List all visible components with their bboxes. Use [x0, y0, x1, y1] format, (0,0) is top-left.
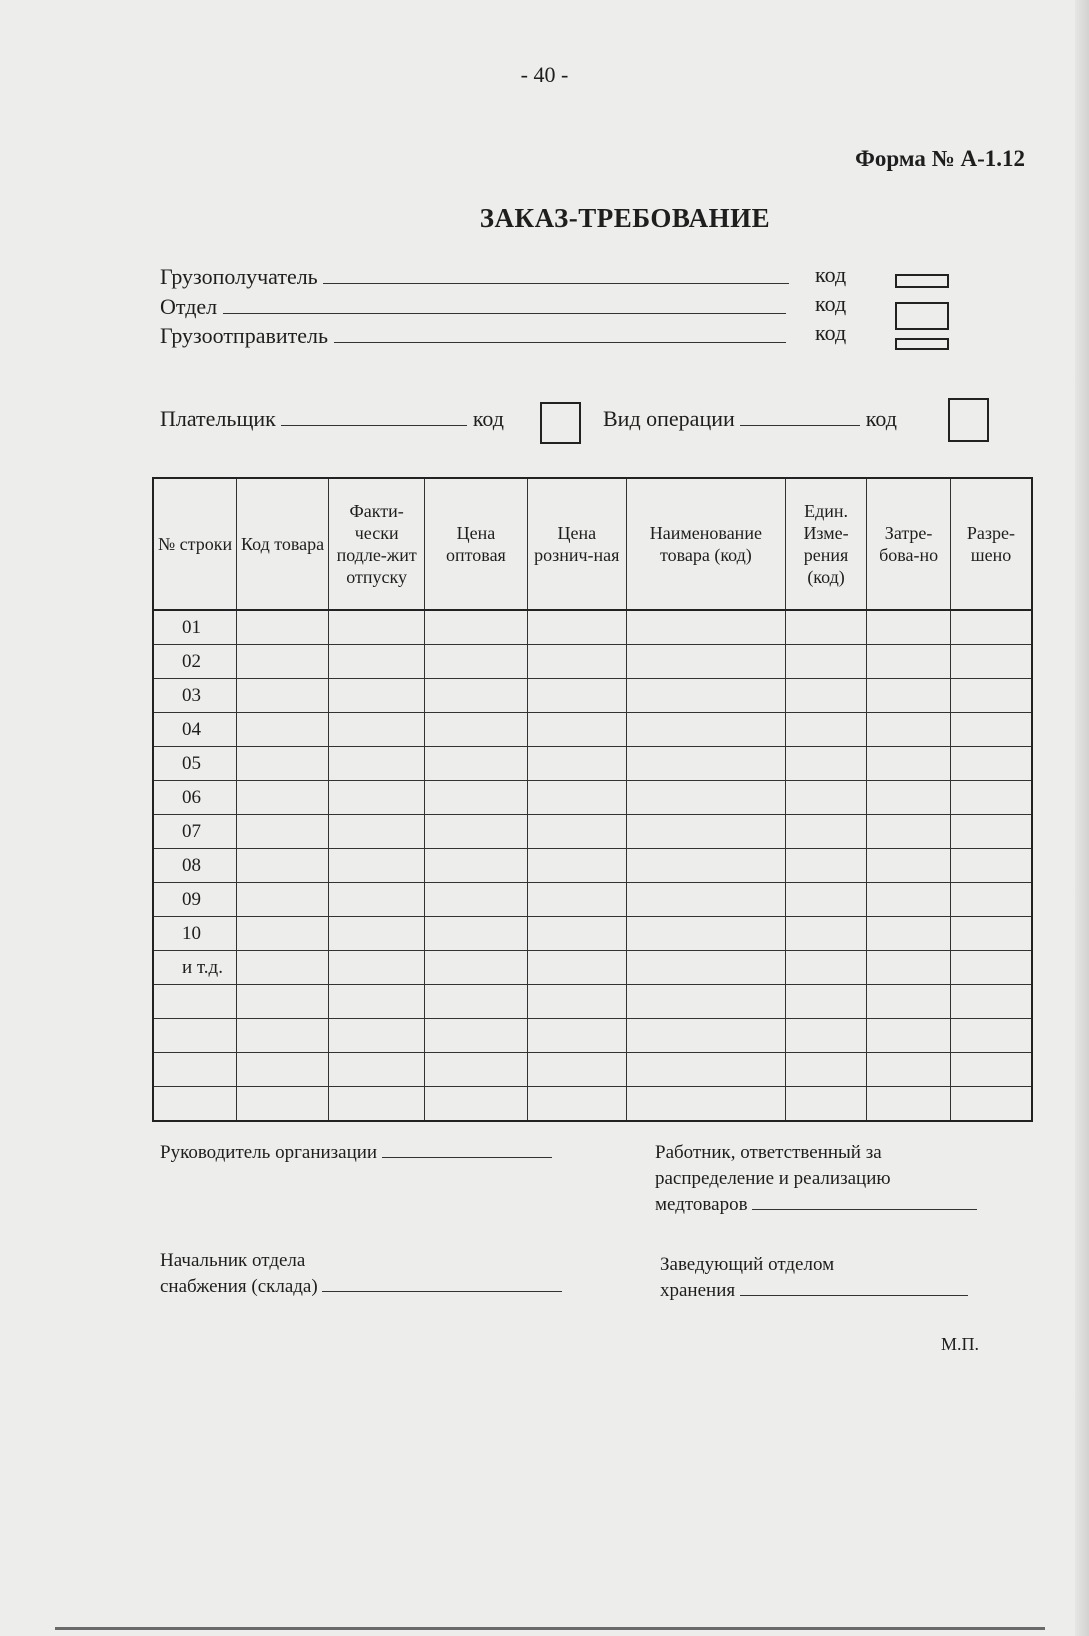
table-cell[interactable]	[425, 849, 527, 883]
table-cell[interactable]	[785, 747, 867, 781]
table-cell[interactable]	[527, 883, 626, 917]
table-cell[interactable]	[237, 1019, 329, 1053]
table-cell[interactable]	[425, 713, 527, 747]
table-cell[interactable]	[237, 781, 329, 815]
table-cell[interactable]	[626, 815, 785, 849]
table-cell[interactable]	[950, 815, 1032, 849]
payer-code-box[interactable]	[540, 402, 581, 444]
supply-head-label-1: Начальник отдела	[160, 1250, 306, 1271]
shipper-code-box[interactable]	[895, 338, 949, 350]
table-cell[interactable]	[425, 883, 527, 917]
table-cell[interactable]	[626, 1087, 785, 1122]
table-cell[interactable]	[329, 1053, 425, 1087]
table-cell[interactable]	[237, 1087, 329, 1122]
head-of-org-label: Руководитель организации	[160, 1142, 378, 1163]
table-cell[interactable]	[425, 1019, 527, 1053]
table-cell[interactable]	[237, 985, 329, 1019]
table-row	[153, 610, 1032, 645]
col-product-code: Код товара	[237, 478, 329, 610]
table-row	[153, 781, 1032, 815]
payer-code-label: код	[472, 406, 504, 431]
table-cell[interactable]	[527, 610, 626, 645]
row-number-cell[interactable]: 09	[153, 883, 237, 917]
table-row	[153, 883, 1032, 917]
table-cell[interactable]	[527, 1053, 626, 1087]
table-cell[interactable]	[785, 815, 867, 849]
table-cell[interactable]	[237, 951, 329, 985]
table-cell[interactable]	[237, 713, 329, 747]
table-cell[interactable]	[867, 679, 951, 713]
table-cell[interactable]	[867, 1053, 951, 1087]
table-cell[interactable]	[785, 679, 867, 713]
table-cell[interactable]	[425, 1087, 527, 1122]
table-cell[interactable]	[425, 985, 527, 1019]
table-cell[interactable]	[329, 679, 425, 713]
row-number-cell[interactable]	[153, 1019, 237, 1053]
row-number-cell[interactable]: 02	[153, 645, 237, 679]
table-header-row	[153, 478, 1032, 610]
table-cell[interactable]	[950, 610, 1032, 645]
table-cell[interactable]	[425, 1053, 527, 1087]
row-number-cell[interactable]: 08	[153, 849, 237, 883]
table-cell[interactable]	[626, 985, 785, 1019]
col-retail-price: Цена рознич-ная	[527, 478, 626, 610]
table-cell[interactable]	[867, 917, 951, 951]
table-cell[interactable]	[626, 917, 785, 951]
items-table	[152, 477, 1033, 1122]
table-cell[interactable]	[527, 679, 626, 713]
table-cell[interactable]	[626, 679, 785, 713]
table-cell[interactable]	[785, 713, 867, 747]
row-number-cell[interactable]	[153, 985, 237, 1019]
table-cell[interactable]	[950, 985, 1032, 1019]
table-cell[interactable]	[626, 645, 785, 679]
table-cell[interactable]	[527, 849, 626, 883]
table-cell[interactable]	[527, 713, 626, 747]
table-cell[interactable]	[626, 747, 785, 781]
table-cell[interactable]	[867, 713, 951, 747]
table-cell[interactable]	[950, 781, 1032, 815]
table-cell[interactable]	[237, 815, 329, 849]
table-cell[interactable]	[626, 1019, 785, 1053]
table-cell[interactable]	[785, 849, 867, 883]
table-cell[interactable]	[527, 815, 626, 849]
row-number-cell[interactable]	[153, 1053, 237, 1087]
table-cell[interactable]	[425, 917, 527, 951]
table-cell[interactable]	[527, 1087, 626, 1122]
table-cell[interactable]	[425, 747, 527, 781]
table-cell[interactable]	[527, 917, 626, 951]
table-cell[interactable]	[867, 1087, 951, 1122]
table-cell[interactable]	[867, 1019, 951, 1053]
table-cell[interactable]	[425, 815, 527, 849]
responsible-label-2: распределение и реализацию	[655, 1168, 891, 1189]
table-cell[interactable]	[867, 815, 951, 849]
operation-code-box[interactable]	[948, 398, 989, 442]
table-cell[interactable]	[329, 815, 425, 849]
col-row-number: № строки	[153, 478, 237, 610]
table-cell[interactable]	[785, 645, 867, 679]
table-cell[interactable]	[867, 781, 951, 815]
department-label: Отдел	[160, 294, 218, 319]
table-cell[interactable]	[527, 951, 626, 985]
table-cell[interactable]	[237, 679, 329, 713]
consignee-code-box[interactable]	[895, 274, 949, 288]
consignee-label: Грузополучатель	[160, 264, 318, 289]
table-row	[153, 951, 1032, 985]
table-cell[interactable]	[867, 610, 951, 645]
table-cell[interactable]	[950, 1019, 1032, 1053]
table-cell[interactable]	[237, 645, 329, 679]
table-cell[interactable]	[425, 645, 527, 679]
table-cell[interactable]	[237, 1053, 329, 1087]
row-number-cell[interactable]: 05	[153, 747, 237, 781]
responsible-label-1: Работник, ответственный за	[655, 1142, 882, 1163]
table-cell[interactable]	[329, 747, 425, 781]
table-cell[interactable]	[527, 1019, 626, 1053]
head-of-org-sig	[160, 1140, 552, 1166]
table-cell[interactable]	[329, 883, 425, 917]
table-cell[interactable]	[425, 951, 527, 985]
table-cell[interactable]	[527, 985, 626, 1019]
operation-label: Вид операции	[603, 406, 735, 431]
shipper-line[interactable]	[334, 324, 786, 343]
page-number: - 40 -	[520, 62, 569, 87]
table-cell[interactable]	[785, 1019, 867, 1053]
table-cell[interactable]	[626, 951, 785, 985]
shipper-label: Грузоотправитель	[160, 323, 329, 348]
table-cell[interactable]	[527, 747, 626, 781]
table-cell[interactable]	[329, 610, 425, 645]
col-approved: Разре-шено	[950, 478, 1032, 610]
operation-line[interactable]	[740, 407, 860, 426]
table-row	[153, 645, 1032, 679]
payer-line[interactable]	[281, 407, 467, 426]
table-cell[interactable]	[867, 985, 951, 1019]
table-cell[interactable]	[527, 645, 626, 679]
row-number-cell[interactable]: 01	[153, 610, 237, 645]
row-number-cell[interactable]: и т.д.	[153, 951, 237, 985]
responsible-label-3: медтоваров	[655, 1194, 748, 1215]
row-number-cell[interactable]	[153, 1087, 237, 1122]
table-cell[interactable]	[626, 781, 785, 815]
responsible-line[interactable]	[752, 1193, 977, 1210]
table-cell[interactable]	[867, 645, 951, 679]
table-cell[interactable]	[329, 1019, 425, 1053]
table-cell[interactable]	[950, 1087, 1032, 1122]
col-to-release: Факти-чески подле-жит отпуску	[329, 478, 425, 610]
table-row	[153, 917, 1032, 951]
department-line[interactable]	[223, 295, 786, 314]
form-number: Форма № А-1.12	[855, 146, 1025, 171]
payer-row	[160, 406, 504, 432]
table-cell[interactable]	[329, 713, 425, 747]
table-cell[interactable]	[237, 917, 329, 951]
table-cell[interactable]	[867, 951, 951, 985]
table-cell[interactable]	[950, 849, 1032, 883]
table-cell[interactable]	[950, 917, 1032, 951]
col-wholesale-price: Цена оптовая	[425, 478, 527, 610]
table-cell[interactable]	[950, 951, 1032, 985]
col-requested: Затре-бова-но	[867, 478, 951, 610]
head-of-org-line[interactable]	[382, 1141, 552, 1158]
supply-head-sig	[160, 1248, 562, 1300]
table-cell[interactable]	[785, 985, 867, 1019]
table-cell[interactable]	[785, 1087, 867, 1122]
table-cell[interactable]	[785, 1053, 867, 1087]
table-cell[interactable]	[237, 747, 329, 781]
table-cell[interactable]	[425, 679, 527, 713]
table-cell[interactable]	[425, 610, 527, 645]
col-unit: Един. Изме-рения (код)	[785, 478, 867, 610]
shipper-code-label: код	[815, 320, 847, 345]
table-cell[interactable]	[785, 917, 867, 951]
table-cell[interactable]	[329, 781, 425, 815]
row-number-cell[interactable]: 07	[153, 815, 237, 849]
table-row	[153, 1087, 1032, 1122]
consignee-row	[160, 264, 789, 290]
page-bottom-rule	[55, 1627, 1045, 1630]
table-cell[interactable]	[950, 747, 1032, 781]
table-cell[interactable]	[626, 610, 785, 645]
table-cell[interactable]	[626, 849, 785, 883]
page-edge	[1075, 0, 1089, 1636]
table-cell[interactable]	[237, 883, 329, 917]
table-row	[153, 713, 1032, 747]
table-cell[interactable]	[867, 849, 951, 883]
table-cell[interactable]	[950, 713, 1032, 747]
storage-head-line[interactable]	[740, 1279, 968, 1296]
supply-head-line[interactable]	[322, 1275, 562, 1292]
table-cell[interactable]	[785, 781, 867, 815]
table-row	[153, 679, 1032, 713]
table-cell[interactable]	[425, 781, 527, 815]
table-cell[interactable]	[237, 849, 329, 883]
table-cell[interactable]	[329, 985, 425, 1019]
consignee-code-label: код	[815, 262, 847, 287]
table-cell[interactable]	[329, 951, 425, 985]
table-cell[interactable]	[527, 781, 626, 815]
table-row	[153, 849, 1032, 883]
table-cell[interactable]	[329, 1087, 425, 1122]
table-cell[interactable]	[950, 883, 1032, 917]
table-cell[interactable]	[950, 679, 1032, 713]
table-row	[153, 985, 1032, 1019]
table-body	[153, 610, 1032, 1121]
department-row	[160, 294, 786, 320]
storage-head-label-1: Заведующий отделом	[660, 1254, 835, 1275]
table-row	[153, 747, 1032, 781]
table-cell[interactable]	[785, 951, 867, 985]
table-cell[interactable]	[950, 645, 1032, 679]
department-code-box[interactable]	[895, 302, 949, 330]
table-cell[interactable]	[626, 713, 785, 747]
table-row	[153, 815, 1032, 849]
consignee-line[interactable]	[323, 265, 789, 284]
col-product-name: Наименование товара (код)	[626, 478, 785, 610]
payer-label: Плательщик	[160, 406, 276, 431]
table-cell[interactable]	[950, 1053, 1032, 1087]
table-cell[interactable]	[329, 849, 425, 883]
shipper-row	[160, 323, 786, 349]
table-row	[153, 1019, 1032, 1053]
operation-code-label: код	[865, 406, 897, 431]
table-cell[interactable]	[626, 883, 785, 917]
row-number-cell[interactable]: 03	[153, 679, 237, 713]
table-cell[interactable]	[867, 747, 951, 781]
supply-head-label-2: снабжения (склада)	[160, 1276, 318, 1297]
table-cell[interactable]	[237, 610, 329, 645]
table-cell[interactable]	[867, 883, 951, 917]
table-row	[153, 1053, 1032, 1087]
table-cell[interactable]	[785, 883, 867, 917]
storage-head-sig	[660, 1252, 968, 1304]
row-number-cell[interactable]: 04	[153, 713, 237, 747]
row-number-cell[interactable]: 06	[153, 781, 237, 815]
operation-row	[603, 406, 897, 432]
stamp-placeholder: М.П.	[940, 1334, 979, 1354]
table-cell[interactable]	[626, 1053, 785, 1087]
storage-head-label-2: хранения	[660, 1280, 736, 1301]
table-cell[interactable]	[785, 610, 867, 645]
table-cell[interactable]	[329, 917, 425, 951]
table-cell[interactable]	[329, 645, 425, 679]
responsible-sig	[655, 1140, 977, 1218]
row-number-cell[interactable]: 10	[153, 917, 237, 951]
document-title: ЗАКАЗ-ТРЕБОВАНИЕ	[479, 203, 771, 233]
department-code-label: код	[815, 291, 847, 316]
